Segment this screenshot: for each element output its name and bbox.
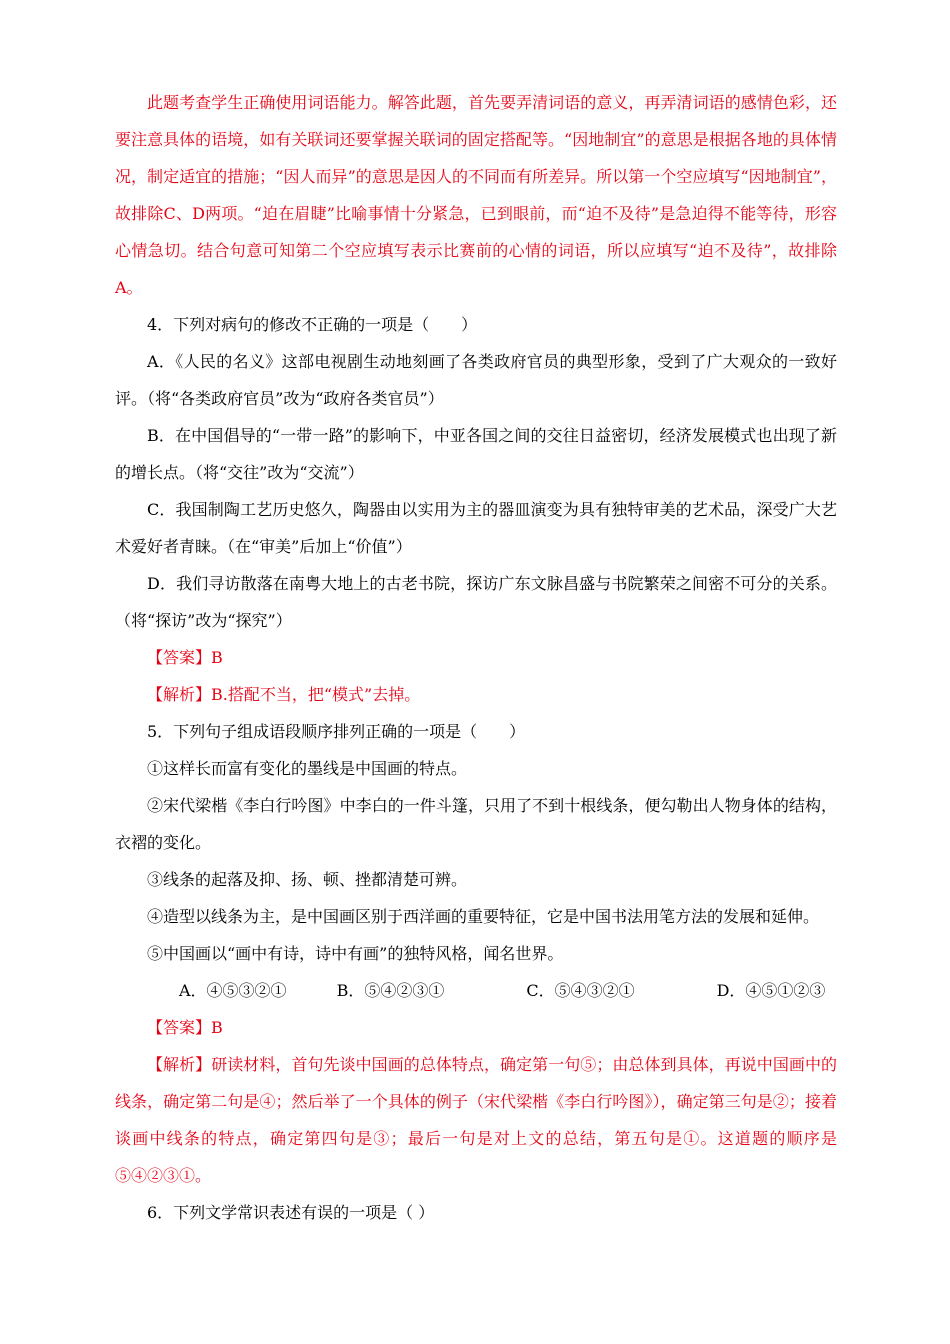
q5-sentence-2: ②宋代梁楷《李白行吟图》中李白的一件斗篷，只用了不到十根线条，便勾勒出人物身体的结构，衣褶的变化。: [115, 796, 837, 852]
analysis-tag: 【解析】: [147, 1055, 212, 1074]
q5-answer: [115, 1009, 837, 1046]
q5-sentence-5: ⑤中国画以“画中有诗，诗中有画”的独特风格，闻名世界。: [147, 944, 564, 963]
answer-tag: 【答案】: [147, 1018, 212, 1037]
answer-value: B: [211, 648, 223, 667]
explanation-q3: 此题考查学生正确使用词语能力。解答此题，首先要弄清词语的意义，再弄清词语的感情色彩，还要注意具体的语境，如有关联词还要掌握关联词的固定搭配等。“因地制宜”的意思是根据各地的具体情况，制定适宜的措施；“因人而异”的意思是因人的不同而有所差异。所以第一个空应填写“因地制宜”，故排除C、D两项。“迫在眉睫”比喻事情十分紧急，已到眼前，而“迫不及待”是急迫得不能等待，形容心情急切。结合句意可知第二个空应填写表示比赛前的心情的词语，所以应填写“迫不及待”，故排除A。: [115, 93, 837, 297]
q5-choice-c: C．⑤④③②①: [526, 981, 635, 1000]
q5-sentence-1: ①这样长而富有变化的墨线是中国画的特点。: [147, 759, 468, 778]
q4-option-d: D．我们寻访散落在南粤大地上的古老书院，探访广东文脉昌盛与书院繁荣之间密不可分的关系。（将“探访”改为“探究”）: [115, 574, 837, 630]
analysis-text: 研读材料，首句先谈中国画的总体特点，确定第一句⑤；由总体到具体，再说中国画中的线条，确定第二句是④；然后举了一个具体的例子（宋代梁楷《李白行吟图》），确定第三句是②；接着谈画中线条的特点，确定第四句是③；最后一句是对上文的总结，第五句是①。这道题的顺序是⑤④②③①。: [115, 1055, 837, 1185]
q4-answer: [115, 639, 837, 676]
q5-choice-b: B．⑤④②③①: [336, 981, 445, 1000]
document-page: [115, 84, 837, 1231]
analysis-text: B.搭配不当，把“模式”去掉。: [211, 685, 421, 704]
q4-option-c: C．我国制陶工艺历史悠久，陶器由以实用为主的器皿演变为具有独特审美的艺术品，深受广大艺术爱好者青睐。（在“审美”后加上“价值”）: [115, 500, 837, 556]
q4-option-a: A．《人民的名义》这部电视剧生动地刻画了各类政府官员的典型形象，受到了广大观众的一致好评。（将“各类政府官员”改为“政府各类官员”）: [115, 352, 837, 408]
q5-sentence-3: ③线条的起落及抑、扬、顿、挫都清楚可辨。: [147, 870, 468, 889]
q5-stem: 5．下列句子组成语段顺序排列正确的一项是（ ）: [147, 722, 526, 741]
analysis-tag: 【解析】: [147, 685, 212, 704]
q4-stem: 4．下列对病句的修改不正确的一项是（ ）: [147, 315, 478, 334]
q5-choice-a: A．④⑤③②①: [179, 981, 287, 1000]
q5-analysis: [115, 1046, 837, 1194]
q5-sentence-4: ④造型以线条为主，是中国画区别于西洋画的重要特征，它是中国书法用笔方法的发展和延伸。: [147, 907, 820, 926]
answer-tag: 【答案】: [147, 648, 212, 667]
q4-option-b: B．在中国倡导的“一带一路”的影响下，中亚各国之间的交往日益密切，经济发展模式也出现了新的增长点。（将“交往”改为“交流”）: [115, 426, 837, 482]
q6-stem: 6．下列文学常识表述有误的一项是（ ）: [147, 1203, 435, 1222]
answer-value: B: [211, 1018, 223, 1037]
q5-choices: [115, 972, 837, 1009]
q4-analysis: [115, 676, 837, 713]
q5-choice-d: D．④⑤①②③: [716, 981, 826, 1000]
